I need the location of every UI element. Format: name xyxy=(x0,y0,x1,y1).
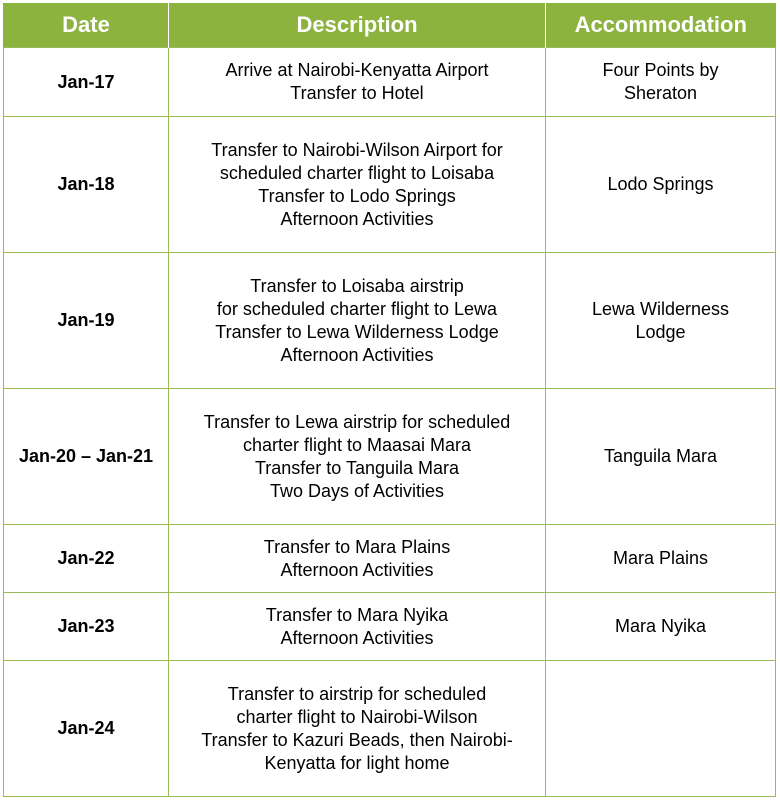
accommodation-line: Lodge xyxy=(635,321,686,342)
description-line: charter flight to Nairobi-Wilson xyxy=(236,706,478,727)
description-line: Transfer to Kazuri Beads, then Nairobi- xyxy=(201,729,513,750)
accommodation-cell xyxy=(546,253,776,389)
accommodation-line: Sheraton xyxy=(623,83,698,103)
description-cell xyxy=(169,253,546,389)
accommodation-line: Tanguila Mara xyxy=(603,446,718,466)
description-line: Afternoon Activities xyxy=(280,627,434,648)
table-row xyxy=(4,48,776,117)
date-cell: Jan-17 xyxy=(4,48,169,117)
table-row xyxy=(4,253,776,389)
description-line: Afternoon Activities xyxy=(280,559,434,580)
table-row xyxy=(4,389,776,525)
header-date: Date xyxy=(4,3,169,48)
accommodation-line: Lewa Wilderness xyxy=(591,298,730,319)
description-line: Transfer to Lewa airstrip for scheduled xyxy=(203,411,511,432)
header-row xyxy=(4,3,776,48)
header-description: Description xyxy=(169,3,546,48)
date-cell: Jan-18 xyxy=(4,117,169,253)
accommodation-line: Four Points by xyxy=(602,60,719,80)
description-line: Transfer to airstrip for scheduled xyxy=(227,683,487,704)
description-line: Transfer to Tanguila Mara xyxy=(254,457,460,478)
description-line: Afternoon Activities xyxy=(280,344,434,365)
description-cell xyxy=(169,593,546,661)
date-cell: Jan-20 – Jan-21 xyxy=(4,389,169,525)
accommodation-cell xyxy=(546,389,776,525)
table-row xyxy=(4,117,776,253)
description-line: scheduled charter flight to Loisaba xyxy=(219,162,495,183)
date-cell: Jan-24 xyxy=(4,661,169,797)
description-line: Transfer to Lodo Springs xyxy=(258,185,456,206)
description-line: Transfer to Loisaba airstrip xyxy=(250,275,464,296)
accommodation-cell xyxy=(546,593,776,661)
itinerary-table xyxy=(3,3,776,797)
table-row xyxy=(4,593,776,661)
accommodation-line: Lodo Springs xyxy=(607,174,714,194)
description-cell xyxy=(169,389,546,525)
description-cell xyxy=(169,525,546,593)
date-cell: Jan-19 xyxy=(4,253,169,389)
accommodation-cell xyxy=(546,525,776,593)
description-line: for scheduled charter flight to Lewa xyxy=(216,298,498,319)
table-row xyxy=(4,525,776,593)
description-line: Transfer to Mara Plains xyxy=(263,536,451,557)
description-line: Transfer to Hotel xyxy=(290,83,424,103)
date-cell: Jan-23 xyxy=(4,593,169,661)
description-line: Two Days of Activities xyxy=(269,480,445,501)
description-line: Transfer to Nairobi-Wilson Airport for xyxy=(211,139,503,160)
description-cell xyxy=(169,48,546,117)
description-line: charter flight to Maasai Mara xyxy=(242,434,472,455)
description-line: Arrive at Nairobi-Kenyatta Airport xyxy=(225,60,489,80)
description-line: Kenyatta for light home xyxy=(264,752,450,773)
description-cell xyxy=(169,117,546,253)
date-cell: Jan-22 xyxy=(4,525,169,593)
description-line: Transfer to Lewa Wilderness Lodge xyxy=(215,321,499,342)
accommodation-cell xyxy=(546,117,776,253)
accommodation-cell xyxy=(546,48,776,117)
header-accommodation: Accommodation xyxy=(546,3,776,48)
description-line: Afternoon Activities xyxy=(280,208,434,229)
accommodation-cell xyxy=(546,661,776,797)
description-line: Transfer to Mara Nyika xyxy=(265,604,449,625)
accommodation-line: Mara Plains xyxy=(612,548,709,568)
accommodation-line: Mara Nyika xyxy=(614,616,707,636)
table-row xyxy=(4,661,776,797)
description-cell xyxy=(169,661,546,797)
